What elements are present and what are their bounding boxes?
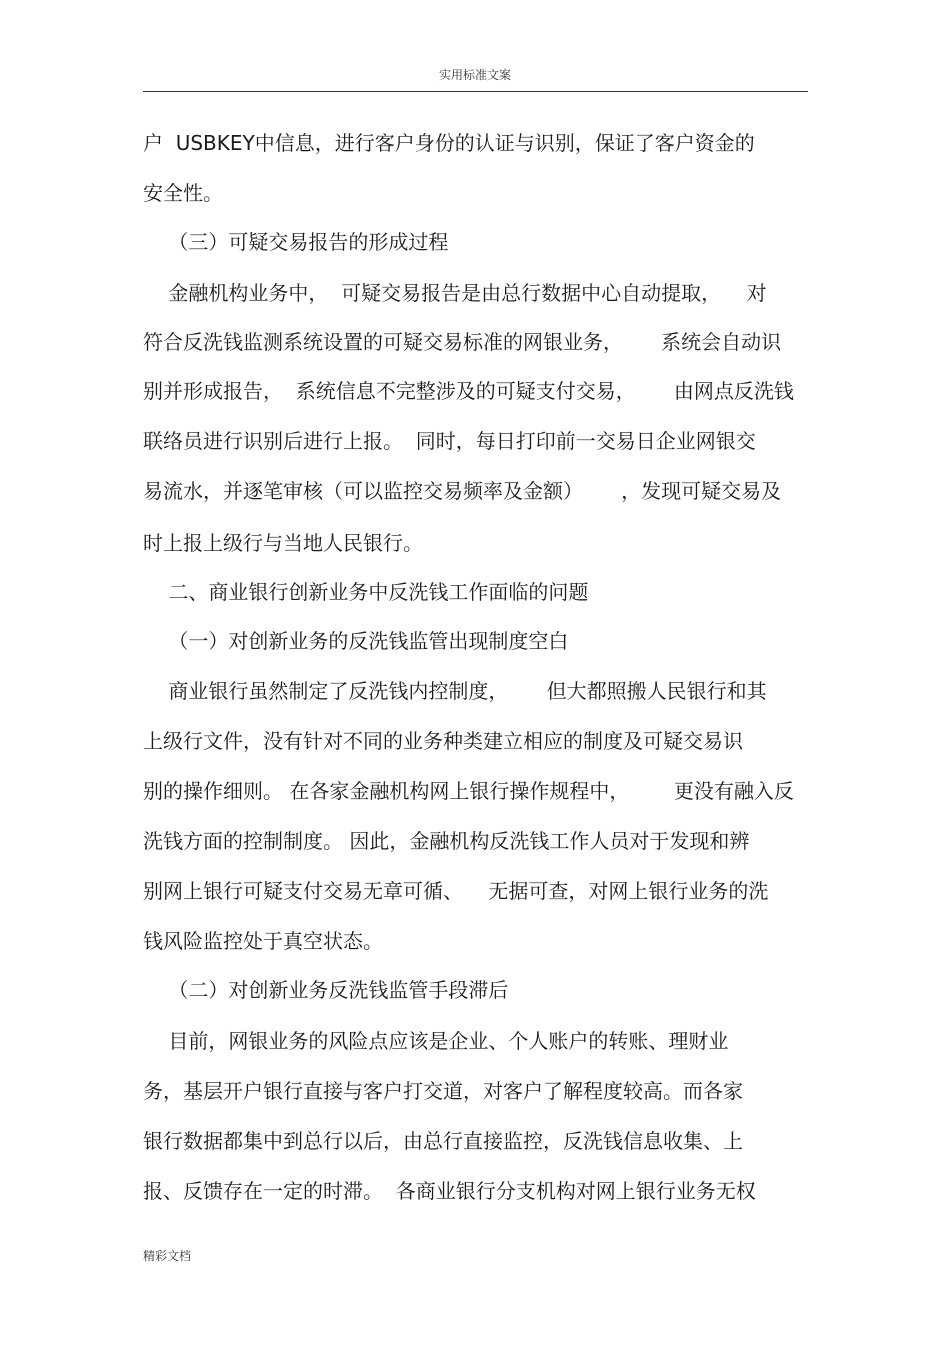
paragraph-line: 金融机构业务中， 可疑交易报告是由总行数据中心自动提取， 对	[143, 281, 767, 305]
paragraph-line: 银行数据都集中到总行以后，由总行直接监控，反洗钱信息收集、上	[143, 1129, 743, 1153]
paragraph-line: 安全性。	[143, 181, 223, 205]
page-header-title: 实用标准文案	[438, 68, 511, 82]
section-heading: 二、商业银行创新业务中反洗钱工作面临的问题	[143, 580, 589, 604]
paragraph-line: 别网上银行可疑支付交易无章可循、 无据可查，对网上银行业务的洗	[143, 879, 769, 903]
page-footer-text: 精彩文档	[143, 1249, 192, 1263]
paragraph-line: 联络员进行识别后进行上报。 同时，每日打印前一交易日企业网银交	[143, 429, 756, 453]
paragraph-line: 别的操作细则。 在各家金融机构网上银行操作规程中， 更没有融入反	[143, 779, 794, 803]
paragraph-line: 商业银行虽然制定了反洗钱内控制度， 但大都照搬人民银行和其	[143, 679, 767, 703]
paragraph-line: 时上报上级行与当地人民银行。	[143, 531, 423, 555]
paragraph-line: 务，基层开户银行直接与客户打交道，对客户了解程度较高。而各家	[143, 1079, 743, 1103]
section-heading: （一）对创新业务的反洗钱监管出现制度空白	[143, 629, 569, 653]
paragraph-line: 别并形成报告， 系统信息不完整涉及的可疑支付交易， 由网点反洗钱	[143, 379, 794, 403]
header-divider	[143, 91, 808, 92]
paragraph-line: 目前，网银业务的风险点应该是企业、个人账户的转账、理财业	[143, 1029, 729, 1053]
section-heading: （三）可疑交易报告的形成过程	[143, 230, 449, 254]
paragraph-line: 洗钱方面的控制制度。 因此，金融机构反洗钱工作人员对于发现和辨	[143, 829, 750, 853]
section-heading: （二）对创新业务反洗钱监管手段滞后	[143, 978, 509, 1002]
paragraph-line: 易流水，并逐笔审核（可以监控交易频率及金额） ，发现可疑交易及	[143, 479, 782, 503]
paragraph-line: 符合反洗钱监测系统设置的可疑交易标准的网银业务， 系统会自动识	[143, 330, 782, 354]
paragraph-line: 钱风险监控处于真空状态。	[143, 929, 383, 953]
paragraph-line: 户 USBKEY中信息，进行客户身份的认证与识别，保证了客户资金的	[143, 131, 755, 155]
paragraph-line: 报、反馈存在一定的时滞。 各商业银行分支机构对网上银行业务无权	[143, 1179, 756, 1203]
paragraph-line: 上级行文件，没有针对不同的业务种类建立相应的制度及可疑交易识	[143, 729, 743, 753]
